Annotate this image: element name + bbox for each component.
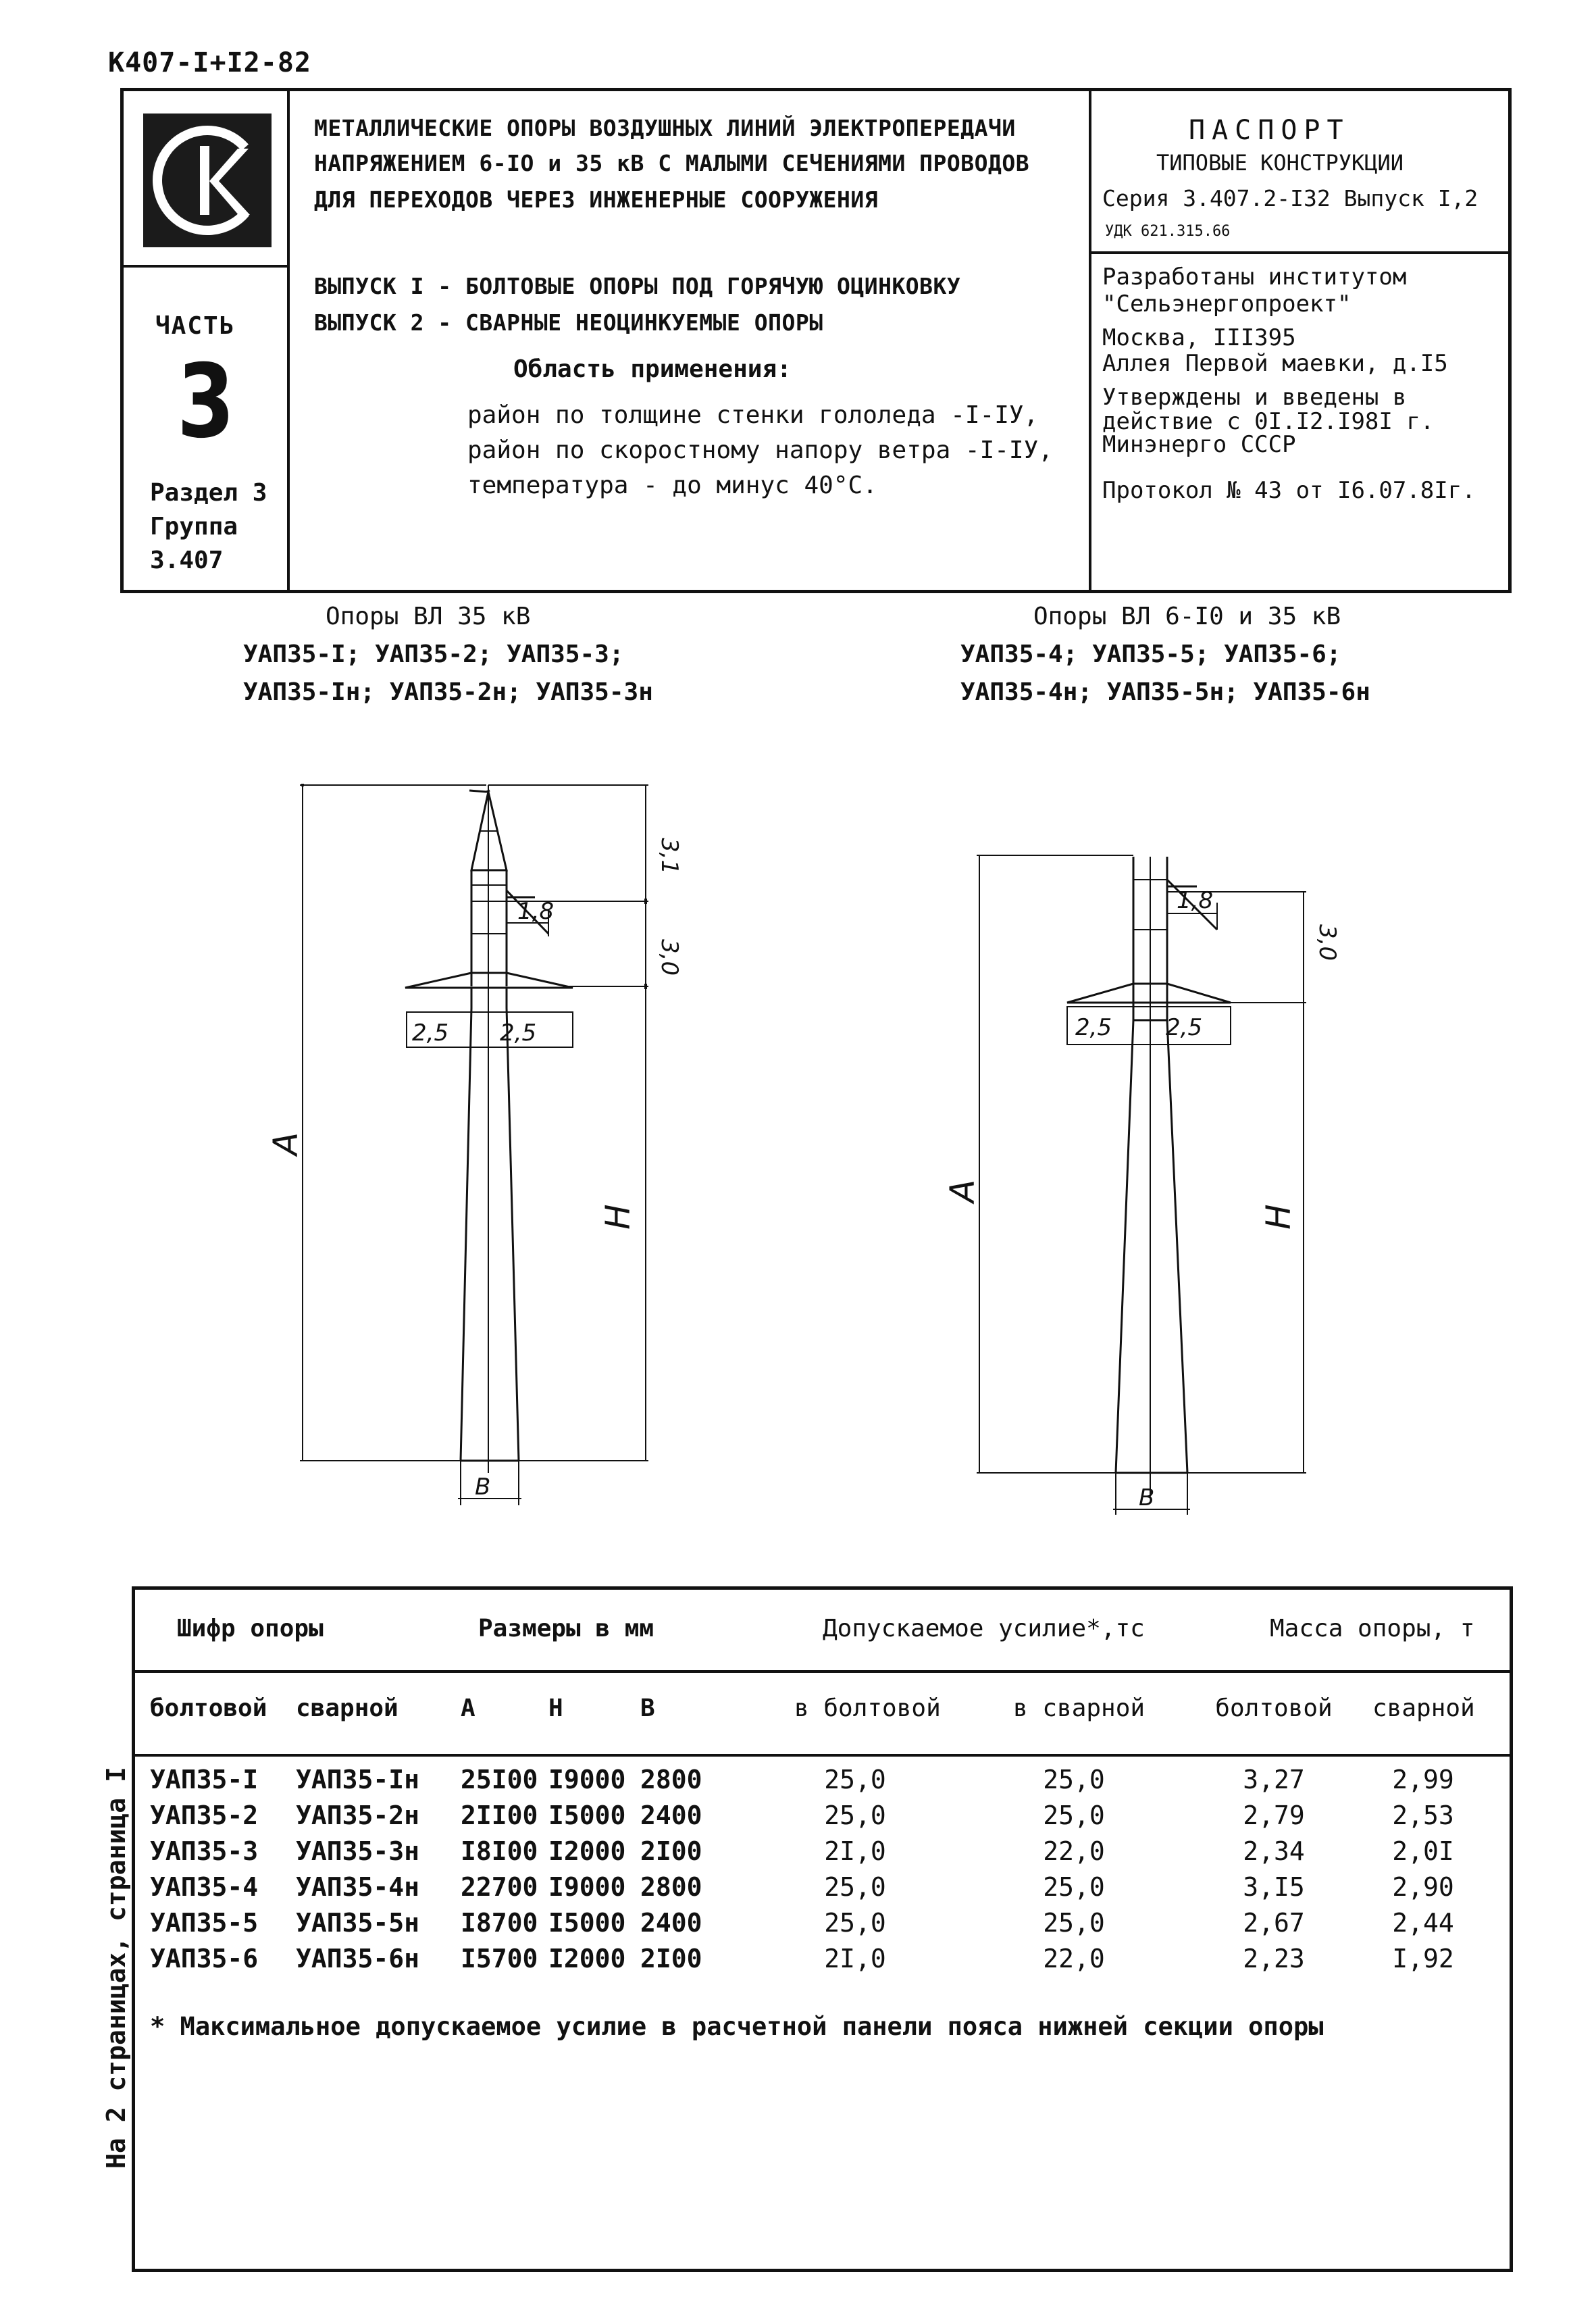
passport-divider [1090,251,1510,254]
group-number: 3.407 [150,547,224,574]
table-cell: УАП35-4 [150,1872,259,1902]
developer-line: Аллея Первой маевки, д.I5 [1102,350,1448,377]
header-force: Допускаемое усилие*,тс [823,1615,1145,1642]
table-cell: 22,0 [1043,1944,1105,1973]
left-dim-mid: 3,0 [656,939,683,976]
scope-line: район по скоростному напору ветра -I-IУ, [467,436,1053,464]
left-dim-arm: 1,8 [517,898,555,925]
table-cell: УАП35-4н [296,1872,420,1902]
table-cell: I9000 [548,1765,626,1794]
developer-line: действие с 0I.I2.I98I г. [1102,408,1435,435]
left-drawing-caption: Опоры ВЛ 35 кВ [326,603,531,630]
table-cell: 3,27 [1243,1765,1305,1794]
table-cell: УАП35-2н [296,1801,420,1830]
column-header: в болтовой [794,1694,941,1722]
table-cell: УАП35-3 [150,1836,259,1866]
right-dim-a: A [943,1179,982,1203]
table-cell: 2,0I [1392,1836,1454,1866]
column-header: Н [548,1694,563,1722]
right-dimension-lines [977,855,1306,1515]
table-cell: 2,90 [1392,1872,1454,1902]
left-dim-h: H [598,1204,638,1230]
table-cell: УАП35-2 [150,1801,259,1830]
table-cell: 2,67 [1243,1908,1305,1938]
header-cipher: Шифр опоры [177,1615,324,1642]
table-cell: 2I,0 [824,1836,886,1866]
table-cell: 2,23 [1243,1944,1305,1973]
column-header: болтовой [150,1694,267,1722]
column-header: сварной [296,1694,398,1722]
table-cell: 2,44 [1392,1908,1454,1938]
header-divider-left [287,90,290,591]
document-code: К407-I+I2-82 [108,47,311,78]
right-drawing-caption: Опоры ВЛ 6-I0 и 35 кВ [1033,603,1341,630]
table-cell: 25,0 [1043,1908,1105,1938]
table-cell: УАП35-3н [296,1836,420,1866]
table-cell: УАП35-6 [150,1944,259,1973]
table-cell: 25,0 [824,1908,886,1938]
right-tower-outline [1067,857,1231,1496]
left-dim-b: B [475,1474,491,1501]
left-dimension-lines [300,785,648,1505]
part-number: 3 [177,343,235,461]
developer-line: Минэнерго СССР [1102,431,1296,458]
issue-line: ВЫПУСК I - БОЛТОВЫЕ ОПОРЫ ПОД ГОРЯЧУЮ ОЦИНКОВКУ [314,273,961,299]
table-cell: 2I00 [640,1944,702,1973]
table-cell: 25,0 [824,1872,886,1902]
table-cell: I5000 [548,1908,626,1938]
table-cell: 2I00 [640,1836,702,1866]
left-drawing-models: УАП35-Iн; УАП35-2н; УАП35-3н [243,678,653,706]
passport-series: Серия 3.407.2-I32 Выпуск I,2 [1102,185,1478,211]
column-header: В [640,1694,655,1722]
header-sizes: Размеры в мм [478,1615,654,1642]
table-cell: УАП35-I [150,1765,259,1794]
table-cell: 2800 [640,1765,702,1794]
table-cell: 25,0 [1043,1801,1105,1830]
left-drawing-models: УАП35-I; УАП35-2; УАП35-3; [243,640,624,668]
left-tower-drawing [266,757,702,1534]
table-cell: 2I,0 [824,1944,886,1973]
table-cell: 2400 [640,1801,702,1830]
table-cell: I9000 [548,1872,626,1902]
table-cell: УАП35-6н [296,1944,420,1973]
scope-line: температура - до минус 40°С. [467,472,877,499]
table-cell: 25,0 [1043,1765,1105,1794]
right-dim-left: 2,5 [1075,1014,1112,1041]
table-cell: I5700 [461,1944,538,1973]
table-cell: 22,0 [1043,1836,1105,1866]
logo-divider [122,265,288,268]
table-cell: 2800 [640,1872,702,1902]
passport-udk: УДК 621.315.66 [1105,223,1231,240]
issue-line: ВЫПУСК 2 - СВАРНЫЕ НЕОЦИНКУЕМЫЕ ОПОРЫ [314,309,823,336]
table-cell: 3,I5 [1243,1872,1305,1902]
protocol-line: Протокол № 43 от I6.07.8Iг. [1102,477,1476,504]
table-cell: 22700 [461,1872,538,1902]
table-cell: 2,53 [1392,1801,1454,1830]
table-cell: I2000 [548,1836,626,1866]
sk-logo [143,114,272,247]
section-label: Раздел 3 [150,479,267,507]
right-dim-arm: 1,8 [1177,887,1214,914]
table-cell: 25I00 [461,1765,538,1794]
developer-line: Москва, III395 [1102,324,1296,351]
table-cell: 25,0 [1043,1872,1105,1902]
left-dim-right: 2,5 [500,1020,537,1047]
header-mass: Масса опоры, т [1270,1615,1475,1642]
title-line: МЕТАЛЛИЧЕСКИЕ ОПОРЫ ВОЗДУШНЫХ ЛИНИЙ ЭЛЕКТРОПЕРЕДАЧИ [314,115,1016,141]
table-cell: 25,0 [824,1765,886,1794]
side-page-note: На 2 страницах, страница I [101,1767,131,2169]
table-cell: I8700 [461,1908,538,1938]
left-dim-top: 3,1 [656,838,683,875]
table-body-divider [134,1754,1512,1757]
scope-line: район по толщине стенки гололеда -I-IУ, [467,401,1039,429]
title-line: ДЛЯ ПЕРЕХОДОВ ЧЕРЕЗ ИНЖЕНЕРНЫЕ СООРУЖЕНИЯ [314,186,879,213]
right-dim-b: B [1139,1484,1155,1511]
title-line: НАПРЯЖЕНИЕМ 6-IO и 35 кВ С МАЛЫМИ СЕЧЕНИЯМИ ПРОВОДОВ [314,150,1030,176]
table-cell: 25,0 [824,1801,886,1830]
table-cell: I8I00 [461,1836,538,1866]
right-dim-mid: 3,0 [1314,924,1341,961]
table-cell: 2,34 [1243,1836,1305,1866]
table-cell: 2,99 [1392,1765,1454,1794]
passport-title: ПАСПОРТ [1189,115,1350,146]
table-cell: УАП35-Iн [296,1765,420,1794]
group-label: Группа [150,513,238,540]
column-header: болтовой [1215,1694,1333,1722]
developer-line: "Сельэнергопроект" [1102,291,1352,318]
logo-emblem-icon [143,114,272,247]
table-cell: УАП35-5н [296,1908,420,1938]
right-drawing-models: УАП35-4; УАП35-5; УАП35-6; [960,640,1341,668]
column-header: в сварной [1013,1694,1145,1722]
table-header-divider [134,1670,1512,1673]
developer-line: Разработаны институтом [1102,263,1407,291]
passport-subtitle: ТИПОВЫЕ КОНСТРУКЦИИ [1156,150,1404,176]
right-drawing-models: УАП35-4н; УАП35-5н; УАП35-6н [960,678,1370,706]
table-cell: 2II00 [461,1801,538,1830]
left-dimension-ticks [301,784,647,989]
table-footnote: * Максимальное допускаемое усилие в расчетной панели пояса нижней секции опоры [150,2012,1324,2041]
table-cell: I5000 [548,1801,626,1830]
column-header: А [461,1694,475,1722]
table-cell: 2400 [640,1908,702,1938]
left-tower-outline [405,785,573,1473]
right-tower-drawing [943,838,1378,1534]
header-divider-right [1089,90,1091,591]
left-dim-left: 2,5 [412,1020,449,1047]
column-header: сварной [1372,1694,1475,1722]
right-dim-right: 2,5 [1166,1014,1203,1041]
scope-title: Область применения: [513,355,792,383]
part-label: ЧАСТЬ [155,312,236,340]
developer-line: Утверждены и введены в [1102,384,1407,411]
right-dim-h: H [1259,1204,1298,1230]
table-cell: I2000 [548,1944,626,1973]
left-dim-a: A [266,1132,305,1155]
table-cell: I,92 [1392,1944,1454,1973]
table-cell: 2,79 [1243,1801,1305,1830]
table-cell: УАП35-5 [150,1908,259,1938]
